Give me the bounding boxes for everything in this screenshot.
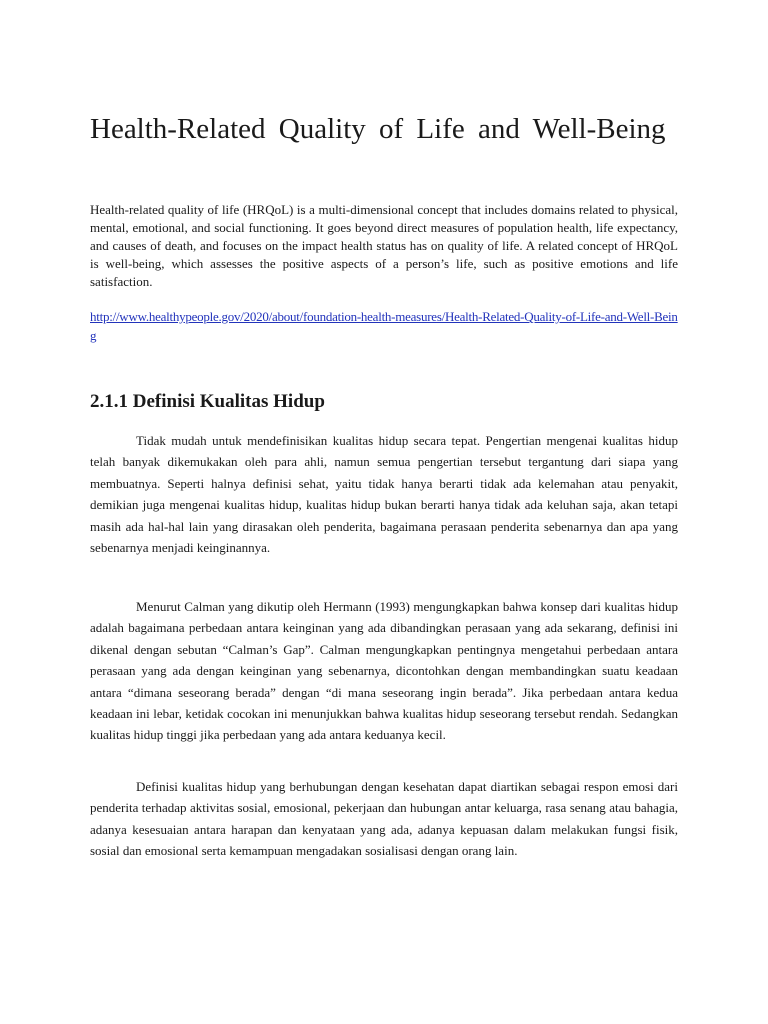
document-title: Health-Related Quality of Life and Well-Being xyxy=(90,113,666,145)
source-link[interactable]: http://www.healthypeople.gov/2020/about/foundation-health-measures/Health-Related-Quality-of-Life-and-Well-Being xyxy=(90,309,678,343)
body-paragraph-3: Definisi kualitas hidup yang berhubungan dengan kesehatan dapat diartikan sebagai respon emosi dari penderita terhadap aktivitas sosial, emosional, pekerjaan dan hubungan antar keluarga, rasa senang atau bahagia, adanya kesesuaian antara harapan dan kenyataan yang ada, adanya kepuasan dalam melakukan fungsi fisik, sosial dan emosional serta kemampuan mengadakan sosialisasi dengan orang lain. xyxy=(90,779,678,859)
body-paragraph-1: Tidak mudah untuk mendefinisikan kualitas hidup secara tepat. Pengertian mengenai kualitas hidup telah banyak dikemukakan oleh para ahli, namun semua pengertian tersebut tergantung dari siapa yang membuatnya. Seperti halnya definisi sehat, yaitu tidak hanya berarti tidak ada kelemahan atau penyakit, demikian juga mengenai kualitas hidup, kualitas hidup bukan berarti hanya tidak ada keluhan saja, akan tetapi masih ada hal-hal lain yang dirasakan oleh penderita, bagaimana perasaan penderita sebenarnya dan apa yang sebenarnya menjadi keinginannya. xyxy=(90,433,678,556)
section-heading: 2.1.1 Definisi Kualitas Hidup xyxy=(90,391,325,412)
intro-paragraph: Health-related quality of life (HRQoL) is a multi-dimensional concept that includes domains related to physical, mental, emotional, and social functioning. It goes beyond direct measures of population health, life expectancy, and causes of death, and focuses on the impact health status has on quality of life. A related concept of HRQoL is well-being, which assesses the positive aspects of a person’s life, such as positive emotions and life satisfaction. xyxy=(90,202,678,289)
body-paragraph-2: Menurut Calman yang dikutip oleh Hermann (1993) mengungkapkan bahwa konsep dari kualitas hidup adalah bagaimana perbedaan antara keinginan yang ada dibandingkan perasaan yang ada sekarang, definisi ini dikenal dengan sebutan “Calman’s Gap”. Calman mengungkapkan pentingnya mengetahui perbedaan antara perasaan yang ada dengan keinginan yang sebenarnya, dicontohkan dengan membandingkan suatu keadaan antara “dimana seseorang berada” dengan “di mana seseorang ingin berada”. Jika perbedaan antara kedua keadaan ini lebar, ketidak cocokan ini menunjukkan bahwa kualitas hidup seseorang tersebut rendah. Sedangkan kualitas hidup tinggi jika perbedaan yang ada antara keduanya kecil. xyxy=(90,599,678,743)
